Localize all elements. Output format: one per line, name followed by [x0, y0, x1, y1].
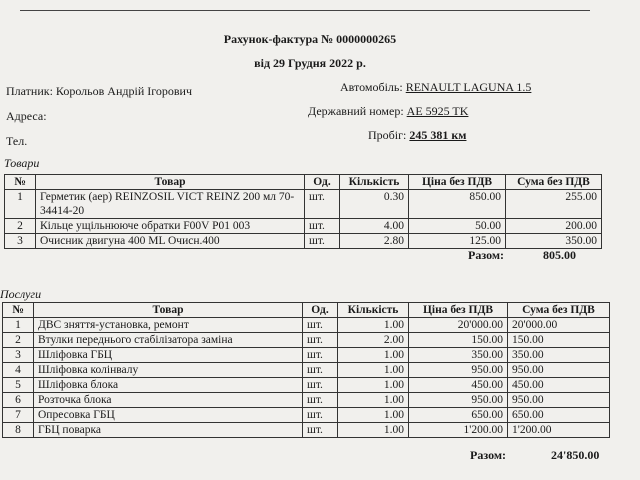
services-total [470, 448, 599, 463]
row-number: 1 [5, 190, 36, 219]
goods-total-value: 805.00 [543, 248, 577, 262]
table-row [3, 423, 610, 438]
row-sum: 450.00 [508, 378, 610, 393]
row-quantity: 4.00 [340, 219, 409, 234]
col-number: № [3, 303, 34, 318]
table-row [3, 333, 610, 348]
services-header-row [3, 303, 610, 318]
row-sum: 1'200.00 [508, 423, 610, 438]
payer-label: Платник: [6, 84, 53, 98]
row-quantity: 1.00 [338, 378, 409, 393]
row-price: 850.00 [409, 190, 506, 219]
row-quantity: 1.00 [338, 408, 409, 423]
row-sum: 350.00 [506, 234, 602, 249]
row-item: Очисник двигуна 400 ML Очисн.400 [36, 234, 305, 249]
row-unit: шт. [305, 190, 340, 219]
row-price: 1'200.00 [409, 423, 508, 438]
car-label: Автомобіль: [340, 80, 403, 94]
row-unit: шт. [303, 408, 338, 423]
row-quantity: 1.00 [338, 423, 409, 438]
row-number: 1 [3, 318, 34, 333]
row-number: 2 [5, 219, 36, 234]
col-unit: Од. [303, 303, 338, 318]
row-quantity: 1.00 [338, 363, 409, 378]
row-sum: 950.00 [508, 363, 610, 378]
row-number: 8 [3, 423, 34, 438]
row-price: 350.00 [409, 348, 508, 363]
invoice-date: від 29 Грудня 2022 р. [254, 56, 366, 70]
table-row [3, 393, 610, 408]
table-row [3, 363, 610, 378]
row-item: ДВС зняття-установка, ремонт [34, 318, 303, 333]
col-unit: Од. [305, 175, 340, 190]
goods-table [4, 174, 602, 249]
row-quantity: 2.80 [340, 234, 409, 249]
table-row [3, 408, 610, 423]
row-unit: шт. [303, 363, 338, 378]
row-item: Шліфовка колінвалу [34, 363, 303, 378]
row-sum: 20'000.00 [508, 318, 610, 333]
plate-label: Державний номер: [308, 104, 404, 118]
row-number: 5 [3, 378, 34, 393]
row-price: 950.00 [409, 363, 508, 378]
col-item: Товар [36, 175, 305, 190]
car-value: RENAULT LAGUNA 1.5 [405, 80, 532, 94]
row-quantity: 1.00 [338, 318, 409, 333]
mileage-field [368, 128, 466, 143]
col-price: Ціна без ПДВ [409, 175, 506, 190]
row-price: 150.00 [409, 333, 508, 348]
table-row [5, 234, 602, 249]
mileage-value: 245 381 км [409, 128, 467, 142]
car-field [340, 80, 531, 95]
row-price: 20'000.00 [409, 318, 508, 333]
row-unit: шт. [303, 378, 338, 393]
table-row [5, 190, 602, 219]
row-item: Кільце ущільнююче обратки F00V P01 003 [36, 219, 305, 234]
services-total-value: 24'850.00 [551, 448, 600, 462]
row-number: 4 [3, 363, 34, 378]
col-quantity: Кількість [340, 175, 409, 190]
row-quantity: 1.00 [338, 393, 409, 408]
row-item: Опресовка ГБЦ [34, 408, 303, 423]
services-section-title: Послуги [0, 287, 42, 301]
mileage-label: Пробіг: [368, 128, 407, 142]
row-sum: 255.00 [506, 190, 602, 219]
row-price: 950.00 [409, 393, 508, 408]
row-sum: 950.00 [508, 393, 610, 408]
plate-field [308, 104, 468, 119]
row-unit: шт. [303, 348, 338, 363]
goods-total-label: Разом: [468, 248, 505, 262]
row-quantity: 1.00 [338, 348, 409, 363]
row-unit: шт. [303, 333, 338, 348]
row-item: Шліфовка ГБЦ [34, 348, 303, 363]
row-price: 450.00 [409, 378, 508, 393]
row-item: Втулки переднього стабілізатора заміна [34, 333, 303, 348]
top-rule [20, 10, 590, 11]
row-item: Розточка блока [34, 393, 303, 408]
row-unit: шт. [303, 393, 338, 408]
payer-field [6, 84, 192, 99]
row-item: ГБЦ поварка [34, 423, 303, 438]
goods-header-row [5, 175, 602, 190]
row-price: 650.00 [409, 408, 508, 423]
col-item: Товар [34, 303, 303, 318]
goods-section-title: Товари [4, 156, 40, 170]
plate-value: AE 5925 TK [406, 104, 469, 118]
col-sum: Сума без ПДВ [506, 175, 602, 190]
row-quantity: 2.00 [338, 333, 409, 348]
row-sum: 200.00 [506, 219, 602, 234]
row-item: Герметик (аер) REINZOSIL VICT REINZ 200 мл 70-34414-20 [36, 190, 305, 219]
col-sum: Сума без ПДВ [508, 303, 610, 318]
row-number: 7 [3, 408, 34, 423]
row-unit: шт. [303, 423, 338, 438]
row-number: 6 [3, 393, 34, 408]
services-total-label: Разом: [470, 448, 507, 462]
row-price: 125.00 [409, 234, 506, 249]
col-price: Ціна без ПДВ [409, 303, 508, 318]
row-sum: 650.00 [508, 408, 610, 423]
row-unit: шт. [305, 234, 340, 249]
col-quantity: Кількість [338, 303, 409, 318]
row-quantity: 0.30 [340, 190, 409, 219]
col-number: № [5, 175, 36, 190]
table-row [5, 219, 602, 234]
row-sum: 150.00 [508, 333, 610, 348]
row-item: Шліфовка блока [34, 378, 303, 393]
services-table [2, 302, 610, 438]
row-number: 3 [3, 348, 34, 363]
row-sum: 350.00 [508, 348, 610, 363]
row-price: 50.00 [409, 219, 506, 234]
invoice-title: Рахунок-фактура № 0000000265 [223, 32, 397, 46]
phone-label: Тел. [6, 134, 28, 148]
table-row [3, 378, 610, 393]
table-row [3, 348, 610, 363]
table-row [3, 318, 610, 333]
row-number: 3 [5, 234, 36, 249]
row-number: 2 [3, 333, 34, 348]
goods-total [468, 248, 576, 263]
row-unit: шт. [305, 219, 340, 234]
payer-value: Корольов Андрій Ігорович [55, 84, 192, 98]
address-label: Адреса: [6, 109, 47, 123]
row-unit: шт. [303, 318, 338, 333]
